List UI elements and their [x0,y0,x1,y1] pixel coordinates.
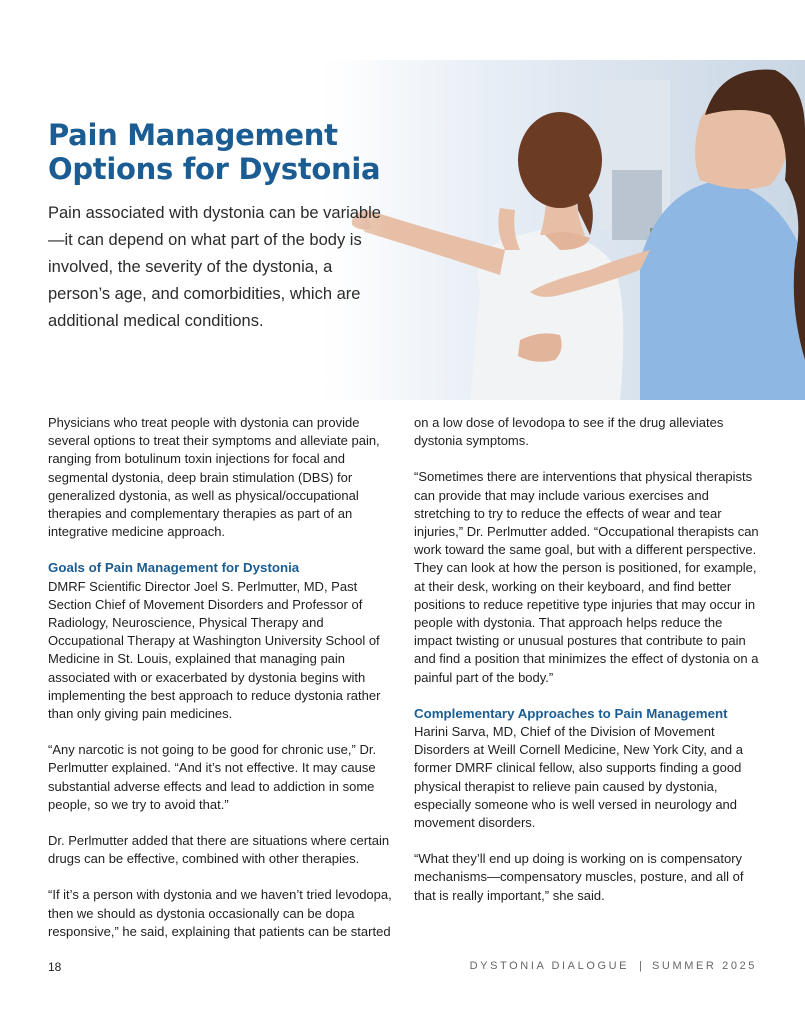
page-number: 18 [48,960,62,974]
body-paragraph: “If it’s a person with dystonia and we haven’t tried levodopa, then we should as dystonia occasionally can be dopa responsive,” he said, explaining that patients can be started [48,887,392,939]
running-footer [470,960,757,972]
section-heading-complementary: Complementary Approaches to Pain Management [414,705,728,721]
section-heading-goals: Goals of Pain Management for Dystonia [48,560,300,576]
article-column-left [48,414,393,959]
issue-label: SUMMER 2025 [651,960,757,972]
body-paragraph: Harini Sarva, MD, Chief of the Division of Movement Disorders at Weill Cornell Medicine, New York City, and a former DMRF clinical fellow, also supports finding a good physical therapist to relieve pain caused by dystonia, especially someone who is well versed in neurology and movement disorders. [414,724,743,831]
page-footer [48,960,757,976]
footer-separator: | [639,960,642,972]
page-title: Pain Management Options for Dystonia [48,118,381,186]
body-paragraph: Physicians who treat people with dystonia can provide several options to treat their symptoms and alleviate pain, ranging from botulinum toxin injections for focal and segmental dystonia, deep brain stimulation (DBS) for generalized dystonia, as well as physical/occupational therapies and complementary therapies as part of an integrative medicine approach. [48,415,380,540]
lede-paragraph: Pain associated with dystonia can be variable—it can depend on what part of the body is involved, the severity of the dystonia, a person’s age, and comorbidities, which are additional medical conditions. [48,204,381,330]
title-block [48,118,388,335]
body-paragraph: Dr. Perlmutter added that there are situations where certain drugs can be effective, combined with other therapies. [48,833,390,867]
body-paragraph: “Sometimes there are interventions that physical therapists can provide that may include various exercises and stretching to try to reduce the effects of wear and tear injuries,” Dr. Perlmutter added. “Occupational therapists can work toward the same goal, but with a different perspective. They can look at how the person is positioned, for example, at their desk, working on their keyboard, and find better positions to reduce repetitive type injuries that may occur in people with dystonia. That approach helps reduce the impact twisting or unusual postures that contribute to pain and find a position that minimizes the effect of dystonia on a painful part of the body.” [414,469,759,685]
body-paragraph: “What they’ll end up doing is working on is compensatory mechanisms—compensatory muscles, posture, and all of that is really important,” she said. [414,851,744,903]
article-column-right [414,414,762,923]
publication-name: DYSTONIA DIALOGUE [469,960,630,972]
body-paragraph: DMRF Scientific Director Joel S. Perlmutter, MD, Past Section Chief of Movement Disorders and Professor of Radiology, Neuroscience, Physical Therapy and Occupational Therapy at Washington University School of Medicine in St. Louis, explained that managing pain associated with or exacerbated by dystonia begins with implementing the best approach to reduce dystonia rather than only giving pain medicines. [48,578,381,722]
body-paragraph: “Any narcotic is not going to be good for chronic use,” Dr. Perlmutter explained. “And it’s not effective. It may cause substantial adverse effects and lead to addiction in some people, so we try to avoid that.” [48,742,377,812]
body-paragraph: on a low dose of levodopa to see if the drug alleviates dystonia symptoms. [414,415,724,449]
